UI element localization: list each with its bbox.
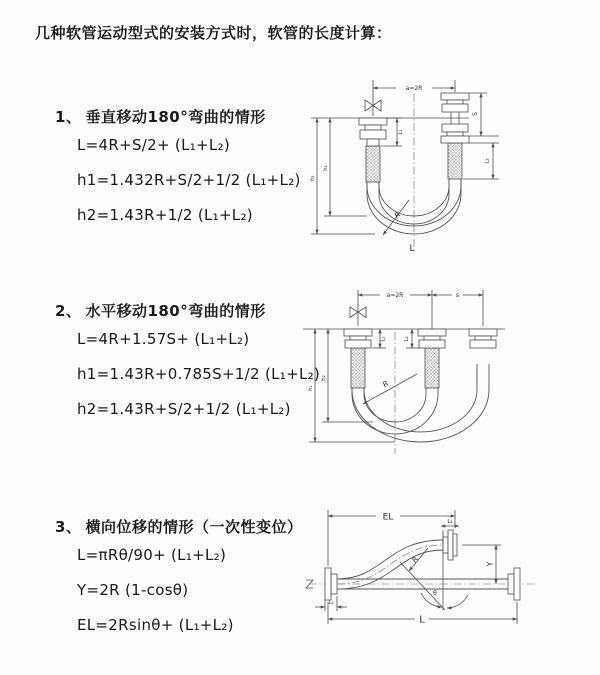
formula-el: EL=2Rsinθ+ (L₁+L₂) (77, 616, 234, 634)
section-horizontal-movement (55, 300, 320, 426)
dim-label-l2: L₂ (447, 519, 453, 525)
dim-label-l2: L₂ (404, 336, 410, 342)
braided-hose-section (351, 348, 365, 388)
section-3-title: 横向位移的情形（一次性变位） (85, 518, 303, 536)
dim-label-h2: h₂ (321, 375, 327, 381)
dimension-a2r (358, 291, 432, 300)
document-title: 几种软管运动型式的安装方式时，软管的长度计算： (35, 24, 392, 42)
dimension-y (462, 545, 501, 584)
dim-label-l1: L₁ (398, 129, 404, 135)
dimension-el (328, 510, 455, 566)
dim-label-y: Y (485, 561, 495, 567)
dimension-l1 (372, 329, 387, 348)
flange-fitting-right-upper (441, 93, 469, 112)
braided-hose-section (448, 143, 462, 179)
flange-top-right (443, 530, 457, 560)
section-3-heading (55, 516, 302, 537)
hose-wall (364, 360, 477, 432)
formula-h1: h1=1.432R+S/2+1/2 (L₁+L₂) (77, 171, 301, 189)
section-2-heading (55, 300, 320, 321)
dim-label-l: L (419, 614, 425, 626)
diagram-horizontal-180-bend (295, 282, 575, 462)
flange-right (508, 568, 520, 600)
dim-label-s: S (472, 112, 479, 116)
dim-label-a2r: a=2R (405, 85, 423, 92)
formula-y: Y=2R (1-cosθ) (77, 581, 189, 599)
hose-axis (337, 545, 444, 584)
diagram-lateral-displacement (295, 498, 595, 653)
flange-fitting-left (359, 118, 387, 146)
dimension-l (328, 602, 517, 626)
dim-label-radius: R (380, 378, 391, 390)
dim-label-radius: R (409, 554, 421, 565)
formula-h2: h2=1.43R+1/2 (L₁+L₂) (77, 206, 253, 224)
dim-label-s: s (455, 292, 460, 299)
dim-label-h1: h₁ (310, 175, 316, 181)
flange-left (325, 568, 337, 600)
flange-fitting-right-lower (441, 124, 469, 143)
formula-h2: h2=1.43R+S/2+1/2 (L₁+L₂) (77, 400, 291, 418)
hose-wall (352, 360, 489, 442)
section-1-number: 1、 (55, 108, 82, 126)
dimension-l2 (463, 143, 499, 179)
dimension-s (432, 291, 483, 300)
dim-label-l2: L₂ (484, 158, 491, 164)
flange-fitting-left (344, 329, 372, 348)
hose-wall (337, 550, 443, 589)
section-vertical-movement (55, 106, 301, 232)
dim-label-l1: L₁ (328, 600, 334, 606)
section-1-title: 垂直移动180°弯曲的情形 (85, 108, 266, 126)
formula-length: L=4R+S/2+ (L₁+L₂) (77, 136, 231, 154)
dim-label-l1: L₁ (380, 336, 387, 342)
dimension-s (469, 93, 499, 136)
dimension-a2r (373, 80, 455, 92)
section-2-title: 水平移动180°弯曲的情形 (85, 302, 266, 320)
dim-label-el: EL (382, 512, 394, 523)
formula-h1: h1=1.43R+0.785S+1/2 (L₁+L₂) (77, 365, 321, 383)
valve-icon (365, 80, 381, 116)
dim-label-length: L (409, 244, 415, 254)
section-2-number: 2、 (55, 302, 82, 320)
formula-length: L=πRθ/90+ (L₁+L₂) (77, 546, 227, 564)
radius-callout (363, 374, 417, 404)
section-1-heading (55, 106, 301, 127)
section-lateral-displacement (55, 516, 302, 642)
dim-label-a2r: a=2R (386, 292, 404, 299)
flange-fitting-right (469, 329, 497, 348)
dim-label-angle: θ (433, 590, 437, 597)
flange-fitting-middle (418, 329, 446, 348)
braided-hose-section (425, 348, 439, 388)
diagram-vertical-180-bend (303, 68, 563, 263)
braided-hose-section (366, 146, 380, 182)
dim-label-h1: h₁ (308, 385, 314, 391)
section-3-number: 3、 (55, 518, 82, 536)
formula-length: L=4R+1.57S+ (L₁+L₂) (77, 330, 250, 348)
dim-label-h2: h₂ (323, 165, 329, 171)
dim-label-radius: R (392, 209, 403, 221)
dimension-l2 (441, 519, 459, 526)
hose-wall (337, 540, 443, 579)
